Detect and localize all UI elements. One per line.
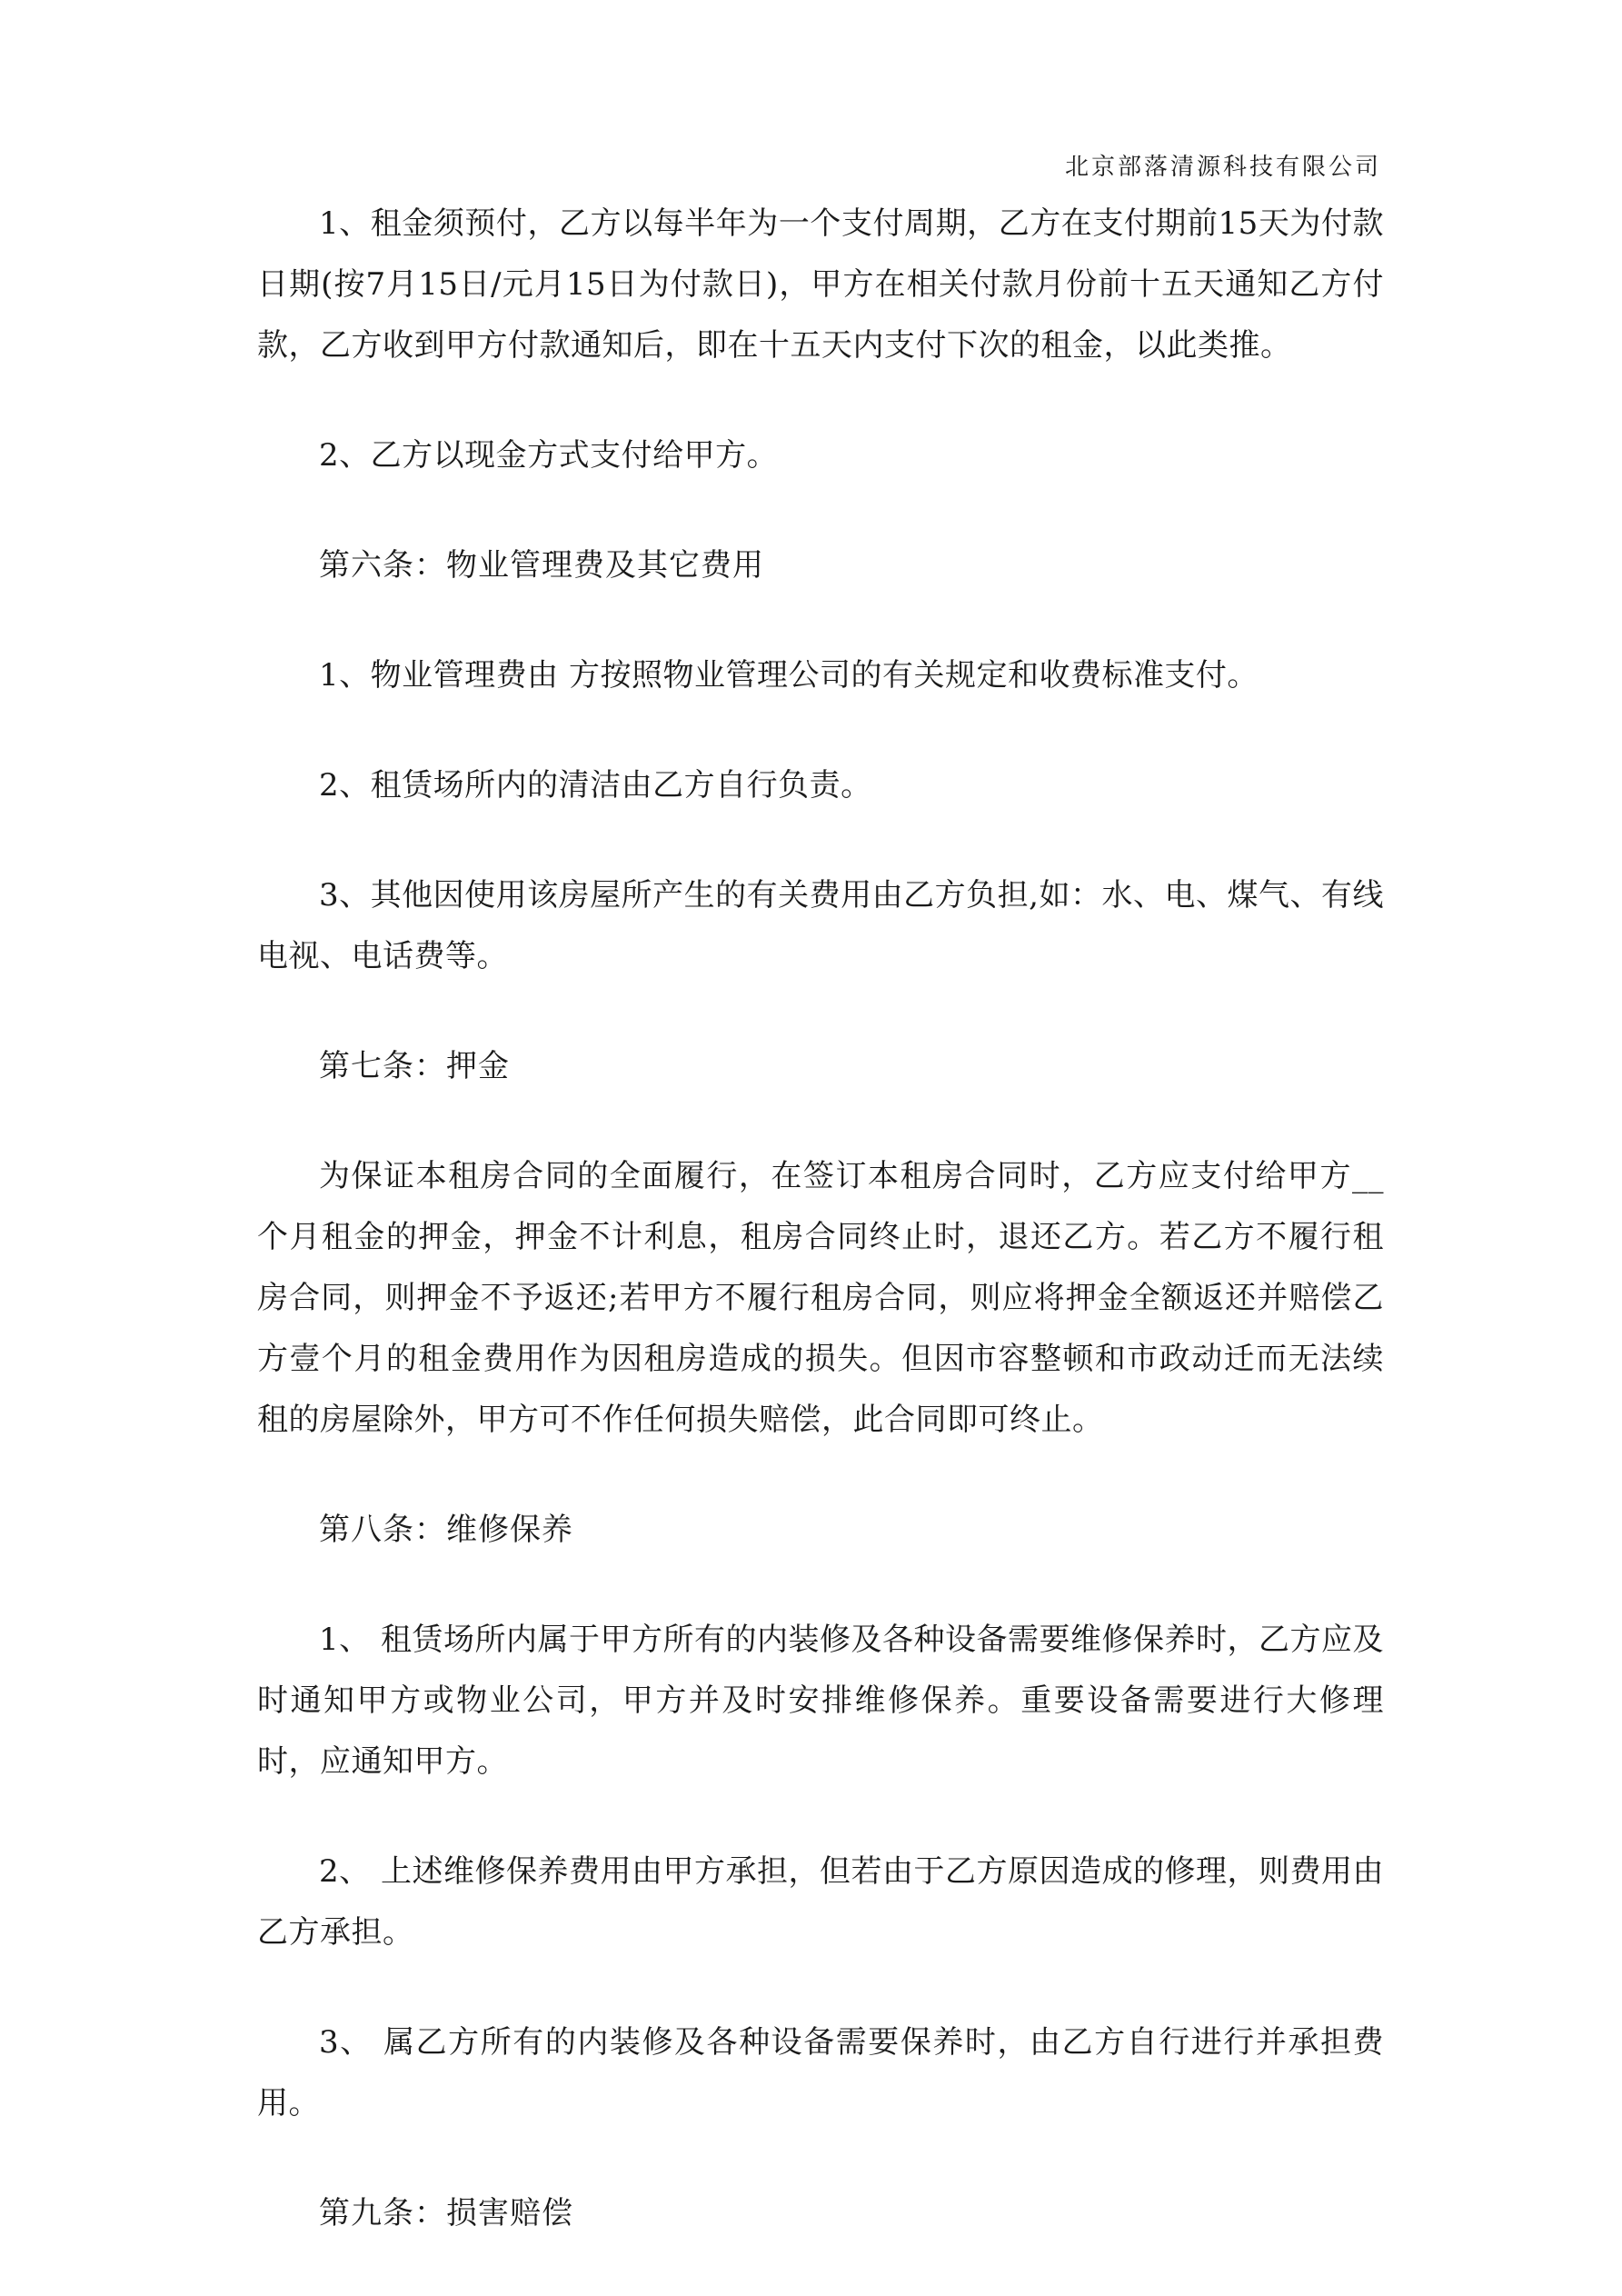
article-9-heading: 第九条：损害赔偿 [319,2195,573,2231]
article-7-heading: 第七条：押金 [319,1048,510,1084]
contract-body [257,194,1384,2293]
article-8-heading: 第八条：维修保养 [319,1512,573,1548]
paragraph-maintenance-3: 3、 属乙方所有的内装修及各种设备需要保养时，由乙方自行进行并承担费用。 [257,2024,1384,2121]
header-company-name: 北京部落清源科技有限公司 [1064,154,1381,181]
paragraph-property-fee: 1、物业管理费由 方按照物业管理公司的有关规定和收费标准支付。 [319,657,1259,694]
paragraph-maintenance-2: 2、 上述维修保养费用由甲方承担，但若由于乙方原因造成的修理，则费用由乙方承担。 [257,1853,1384,1951]
paragraph-rent-payment-cycle: 1、租金须预付，乙方以每半年为一个支付周期，乙方在支付期前15天为付款日期(按7月15日/元月15日为付款日)，甲方在相关付款月份前十五天通知乙方付款，乙方收到甲方付款通知后，即在十五天内支付下次的租金，以此类推。 [257,205,1384,364]
article-6-heading: 第六条：物业管理费及其它费用 [319,547,764,584]
paragraph-cash-payment: 2、乙方以现金方式支付给甲方。 [319,437,779,474]
paragraph-other-fees: 3、其他因使用该房屋所产生的有关费用由乙方负担,如：水、电、煤气、有线电视、电话费等。 [257,877,1384,974]
paragraph-deposit: 为保证本租房合同的全面履行，在签订本租房合同时，乙方应支付给甲方__个月租金的押金，押金不计利息，租房合同终止时，退还乙方。若乙方不履行租房合同，则押金不予返还;若甲方不履行租房合同，则应将押金全额返还并赔偿乙方壹个月的租金费用作为因租房造成的损失。但因市容整顿和市政动迁而无法续租的房屋除外，甲方可不作任何损失赔偿，此合同即可终止。 [257,1158,1384,1438]
paragraph-maintenance-1: 1、 租赁场所内属于甲方所有的内装修及各种设备需要维修保养时，乙方应及时通知甲方或物业公司，甲方并及时安排维修保养。重要设备需要进行大修理时，应通知甲方。 [257,1622,1384,1780]
paragraph-cleaning: 2、租赁场所内的清洁由乙方自行负责。 [319,767,872,804]
